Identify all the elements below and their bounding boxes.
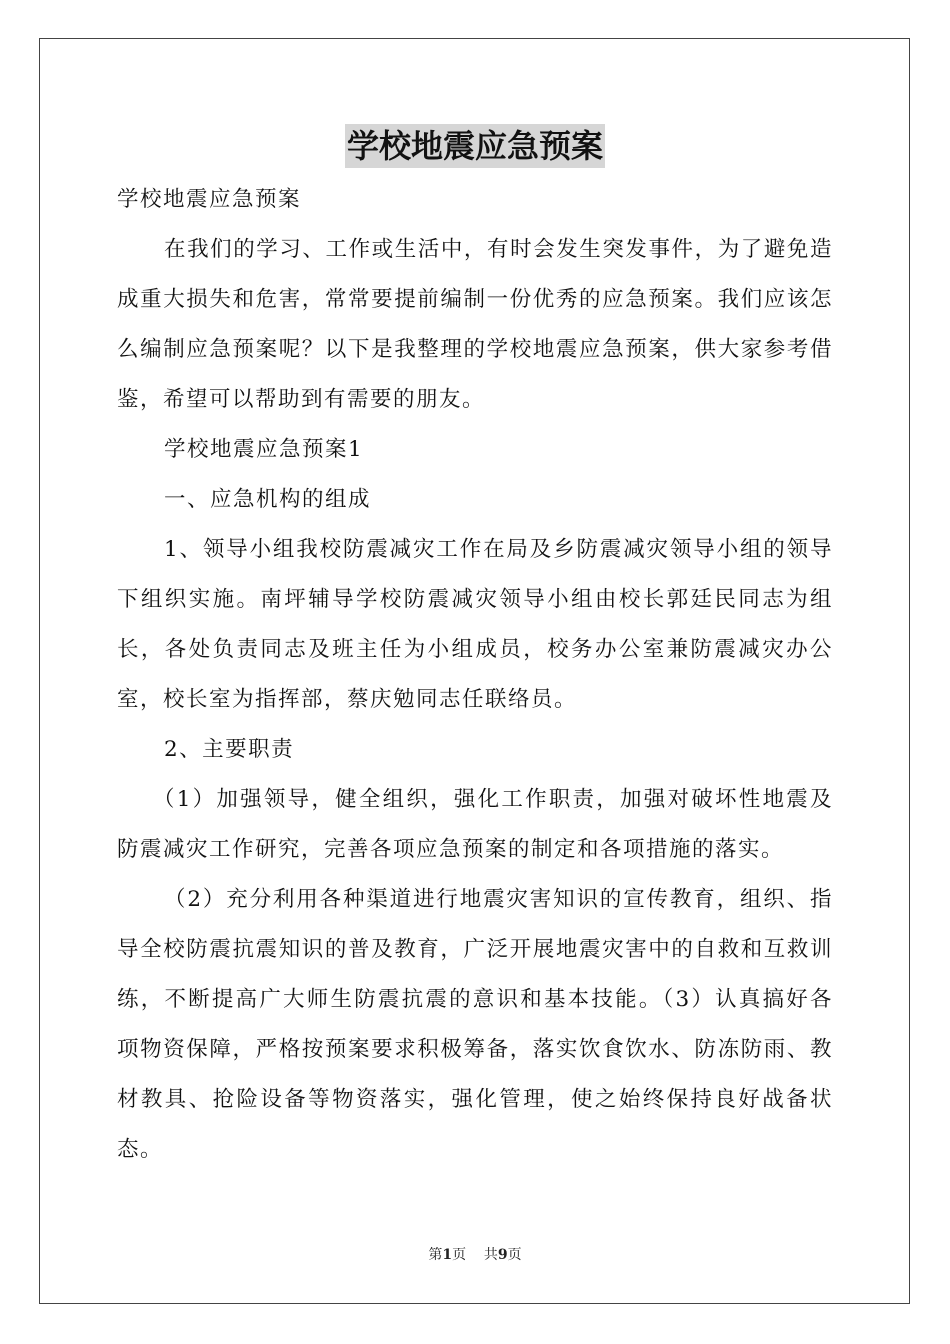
paragraph-duty-1: （1）加强领导，健全组织，强化工作职责，加强对破坏性地震及防震减灾工作研究，完善各项应急预案的制定和各项措施的落实。 [117, 787, 833, 862]
footer-page-prefix: 第 [428, 1247, 443, 1263]
page-footer [0, 1245, 950, 1265]
paragraph-duty-2: （2）充分利用各种渠道进行地震灾害知识的宣传教育，组织、指导全校防震抗震知识的普及教育，广泛开展地震灾害中的自救和互救训练，不断提高广大师生防震抗震的意识和基本技能。（3）认真搞好各项物资保障，严格按预案要求积极筹备，落实饮食饮水、防冻防雨、教材教具、抢险设备等物资落实，强化管理，使之始终保持良好战备状态。 [117, 887, 833, 1162]
footer-page-suffix: 页 [452, 1247, 467, 1263]
footer-total-prefix: 共 [483, 1247, 498, 1263]
subsection-heading: 一、应急机构的组成 [164, 487, 372, 512]
document-subtitle: 学校地震应急预案 [117, 187, 302, 212]
paragraph-leadership: 1、领导小组我校防震减灾工作在局及乡防震减灾领导小组的领导下组织实施。南坪辅导学校防震减灾领导小组由校长郭廷民同志为组长，各处负责同志及班主任为小组成员，校务办公室兼防震减灾办公室，校长室为指挥部，蔡庆勉同志任联络员。 [117, 537, 833, 712]
document-body [117, 175, 833, 1175]
title-area [0, 124, 950, 168]
section-heading: 学校地震应急预案1 [164, 437, 364, 462]
footer-total-suffix: 页 [507, 1247, 522, 1263]
document-title: 学校地震应急预案 [345, 124, 605, 168]
footer-page-total: 9 [497, 1247, 508, 1263]
footer-page-current: 1 [442, 1247, 453, 1263]
subsection-duties: 2、主要职责 [164, 737, 295, 762]
paragraph-intro: 在我们的学习、工作或生活中，有时会发生突发事件，为了避免造成重大损失和危害，常常要提前编制一份优秀的应急预案。我们应该怎么编制应急预案呢？以下是我整理的学校地震应急预案，供大家参考借鉴，希望可以帮助到有需要的朋友。 [117, 237, 833, 412]
